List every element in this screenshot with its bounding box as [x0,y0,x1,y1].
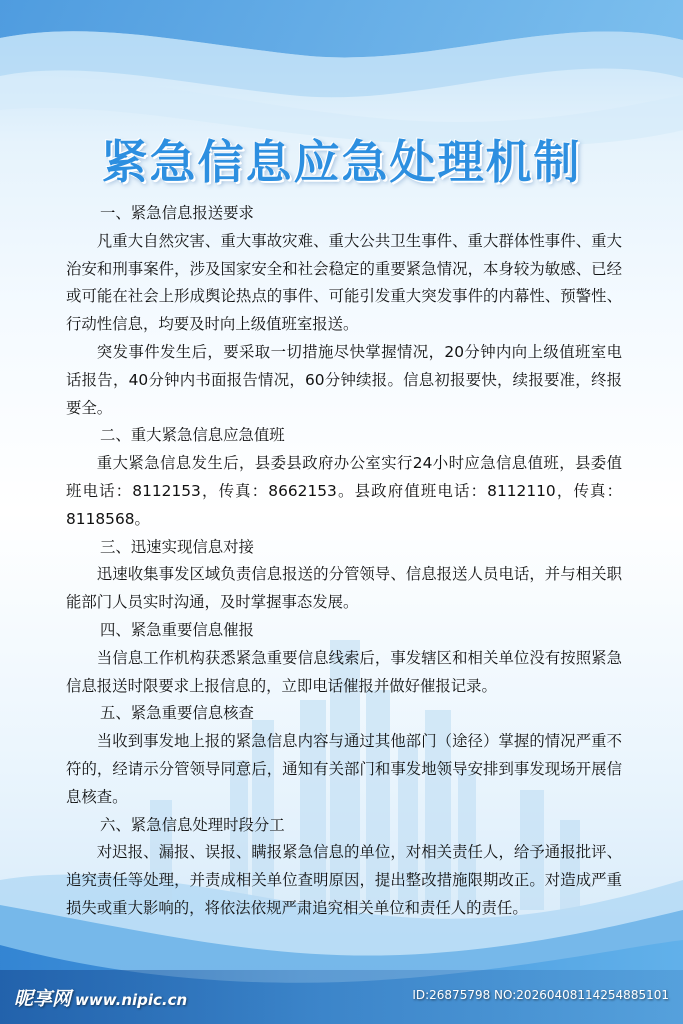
poster-body [66,200,622,923]
section-heading-6: 六、紧急信息处理时段分工 [100,815,285,834]
site-url: www.nipic.cn [75,991,188,1009]
watermark-bar [0,970,683,1024]
site-logo [14,984,187,1011]
section-paragraph: 凡重大自然灾害、重大事故灾难、重大公共卫生事件、重大群体性事件、重大治安和刑事案件，涉及国家安全和社会稳定的重要紧急情况，本身较为敏感、已经或可能在社会上形成舆论热点的事件、可能引发重大突发事件的内幕性、预警性、行动性信息，均要及时向上级值班室报送。 [66,231,622,334]
section-paragraph: 重大紧急信息发生后，县委县政府办公室实行24小时应急信息值班，县委值班电话：8112153，传真：8662153。县政府值班电话：8112110，传真：8118568。 [66,454,622,528]
image-id-text: ID:26875798 NO:20260408114254885101 [412,988,669,1002]
section-heading-2: 二、重大紧急信息应急值班 [100,426,285,445]
section-heading-5: 五、紧急重要信息核查 [100,704,254,723]
section-heading-1: 一、紧急信息报送要求 [100,204,254,222]
poster-title: 紧急信息应急处理机制 [101,135,582,189]
section-paragraph: 当收到事发地上报的紧急信息内容与通过其他部门（途径）掌握的情况严重不符的，经请示分管领导同意后，通知有关部门和事发地领导安排到事发现场开展信息核查。 [66,732,622,806]
section-paragraph: 迅速收集事发区域负责信息报送的分管领导、信息报送人员电话，并与相关职能部门人员实时沟通，及时掌握事态发展。 [66,565,622,612]
section-paragraph: 突发事件发生后，要采取一切措施尽快掌握情况，20分钟内向上级值班室电话报告，40分钟内书面报告情况，60分钟续报。信息初报要快，续报要准，终报要全。 [66,342,622,417]
section-paragraph: 当信息工作机构获悉紧急重要信息线索后，事发辖区和相关单位没有按照紧急信息报送时限要求上报信息的，立即电话催报并做好催报记录。 [66,648,622,695]
logo-text: 昵享网 [14,988,72,1010]
section-heading-4: 四、紧急重要信息催报 [100,620,254,639]
section-paragraph: 对迟报、漏报、误报、瞒报紧急信息的单位，对相关责任人，给予通报批评、追究责任等处理，并责成相关单位查明原因，提出整改措施限期改正。对造成严重损失或重大影响的，将依法依规严肃追究相关单位和责任人的责任。 [66,843,622,917]
section-heading-3: 三、迅速实现信息对接 [100,537,254,556]
